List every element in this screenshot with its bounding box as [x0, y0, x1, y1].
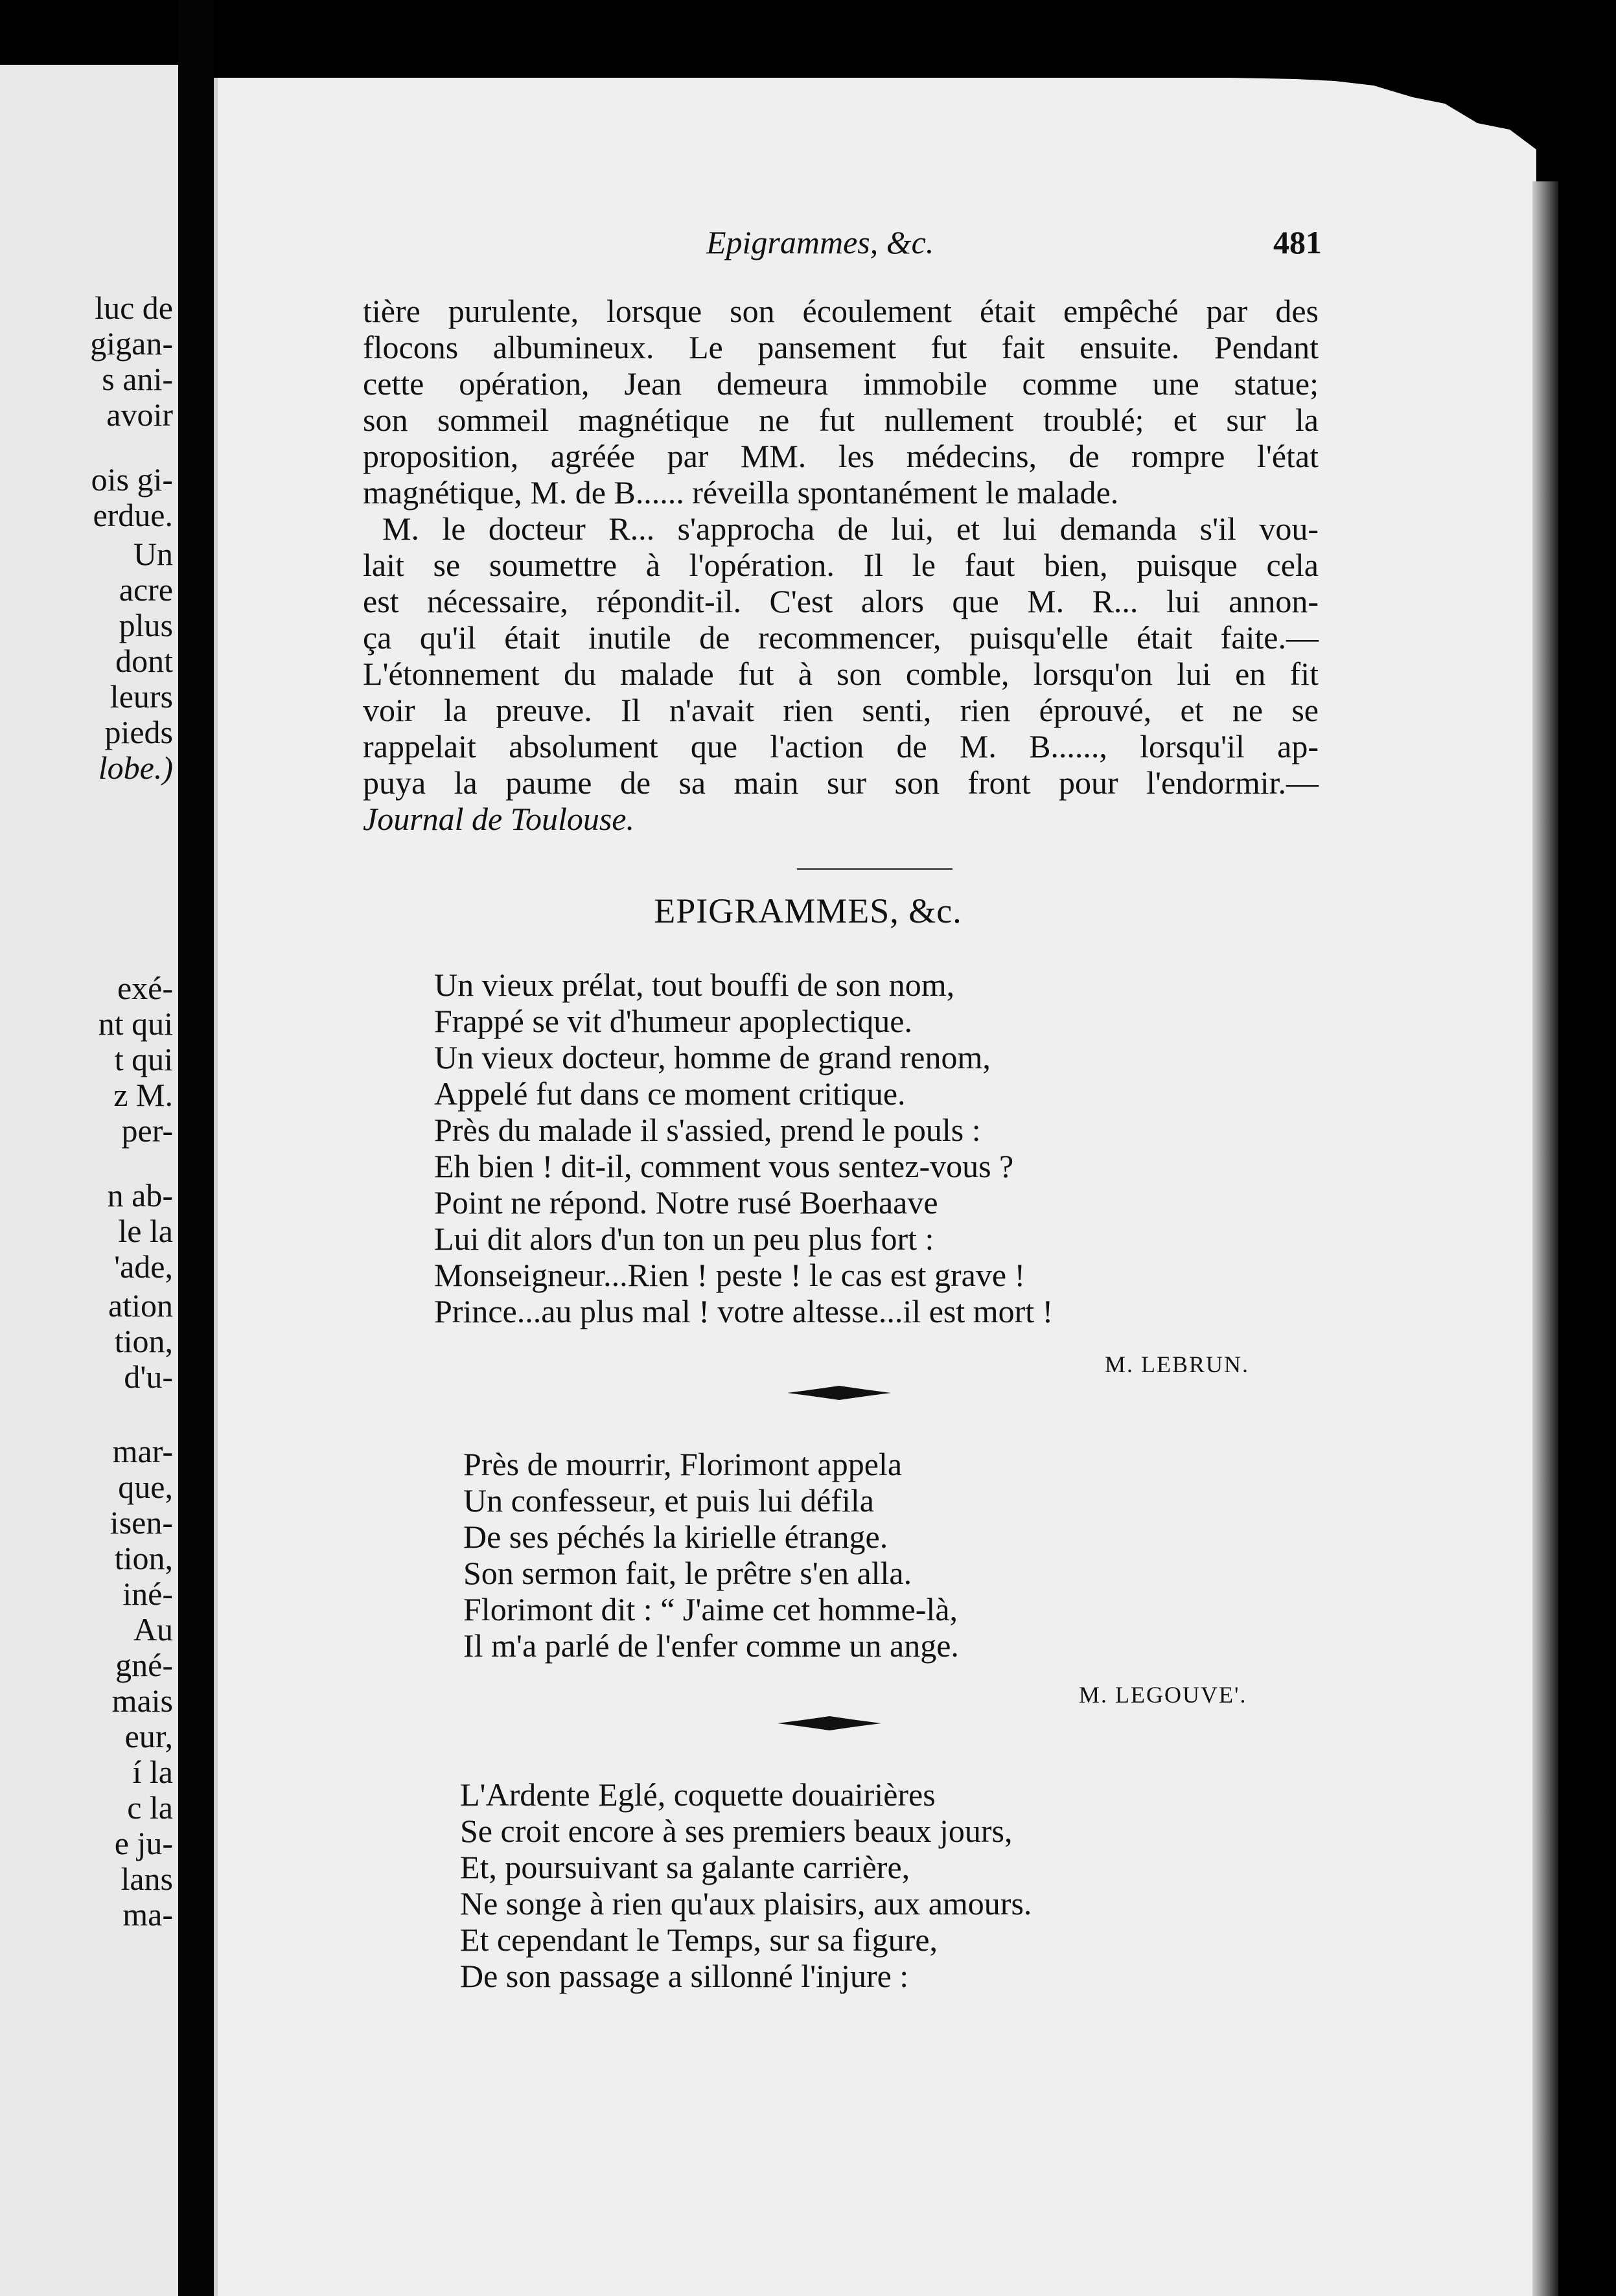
torn-corner-icon	[1231, 78, 1594, 181]
epigram-1-author: M. LEBRUN.	[1105, 1351, 1250, 1377]
left-page-text-fragment: c la	[127, 1789, 173, 1826]
left-page-text-fragment: ation	[108, 1287, 173, 1324]
verse-line: De ses péchés la kirielle étrange.	[463, 1519, 888, 1555]
verse-line: Prince...au plus mal ! votre altesse...il est mort !	[434, 1293, 1054, 1329]
ornament-divider-icon	[778, 1714, 881, 1733]
left-page-text-fragment: ois gi-	[91, 461, 173, 498]
verse-line: De son passage a sillonné l'injure :	[460, 1958, 909, 1994]
left-page-text-fragment: Au	[133, 1611, 173, 1647]
left-page-text-fragment: isen-	[110, 1504, 173, 1541]
book-gutter	[178, 0, 214, 2296]
prose-line: puya la paume de sa main sur son front pour l'endormir.—	[363, 764, 1319, 801]
epigram-2-author: M. LEGOUVE'.	[1079, 1682, 1247, 1708]
verse-line: Près de mourrir, Florimont appela	[463, 1446, 903, 1482]
prose-line: flocons albumineux. Le pansement fut fait ensuite. Pendant	[363, 329, 1319, 365]
prose-line: ça qu'il était inutile de recommencer, puisqu'elle était faite.—	[363, 619, 1319, 656]
verse-line: Eh bien ! dit-il, comment vous sentez-vous ?	[434, 1148, 1014, 1184]
left-page-fragment	[0, 65, 178, 2296]
verse-line: Un confesseur, et puis lui défila	[463, 1482, 874, 1519]
verse-line: Un vieux prélat, tout bouffi de son nom,	[434, 967, 955, 1003]
left-page-text-fragment: eur,	[124, 1718, 173, 1754]
left-page-text-fragment: luc de	[95, 290, 173, 326]
left-page-text-fragment: t qui	[114, 1041, 173, 1077]
verse-line: Se croit encore à ses premiers beaux jours,	[460, 1813, 1013, 1849]
left-page-text-fragment: ma-	[122, 1896, 173, 1933]
verse-line: Florimont dit : “ J'aime cet homme-là,	[463, 1591, 958, 1627]
left-page-text-fragment: gigan-	[90, 325, 173, 362]
ornament-divider-icon	[787, 1383, 891, 1403]
left-page-text-fragment: erdue.	[93, 497, 173, 533]
verse-line: Et, poursuivant sa galante carrière,	[460, 1849, 910, 1885]
left-page-text-fragment: mar-	[112, 1433, 173, 1469]
left-page-text-fragment: plus	[119, 607, 173, 643]
left-page-text-fragment: lobe.)	[98, 750, 173, 786]
left-page-text-fragment: s ani-	[102, 361, 173, 397]
section-title: EPIGRAMMES, &c.	[654, 891, 962, 930]
prose-line: cette opération, Jean demeura immobile comme une statue;	[363, 365, 1319, 402]
prose-line: lait se soumettre à l'opération. Il le faut bien, puisque cela	[363, 547, 1319, 583]
prose-source: Journal de Toulouse.	[363, 801, 634, 837]
left-page-text-fragment: mais	[111, 1682, 173, 1719]
verse-line: Appelé fut dans ce moment critique.	[434, 1075, 906, 1112]
left-page-text-fragment: dont	[115, 643, 173, 679]
left-page-text-fragment: e ju-	[114, 1825, 173, 1861]
left-page-text-fragment: n ab-	[107, 1177, 173, 1213]
left-page-text-fragment: acre	[119, 571, 173, 608]
left-page-text-fragment: d'u-	[124, 1359, 173, 1395]
left-page-text-fragment: que,	[118, 1469, 173, 1505]
page-edge	[1532, 181, 1558, 2296]
verse-line: Monseigneur...Rien ! peste ! le cas est grave !	[434, 1257, 1026, 1293]
prose-line: voir la preuve. Il n'avait rien senti, rien éprouvé, et ne se	[363, 692, 1319, 728]
prose-line: son sommeil magnétique ne fut nullement troublé; et sur la	[363, 402, 1319, 438]
left-page-text-fragment: tion,	[114, 1540, 173, 1576]
verse-line: Lui dit alors d'un ton un peu plus fort :	[434, 1221, 934, 1257]
prose-line: rappelait absolument que l'action de M. B......, lorsqu'il ap-	[363, 728, 1319, 764]
left-page-text-fragment: exé-	[117, 970, 173, 1006]
left-page-text-fragment: nt qui	[98, 1005, 173, 1042]
running-header: Epigrammes, &c.	[706, 224, 934, 260]
section-rule	[797, 868, 952, 870]
verse-line: L'Ardente Eglé, coquette douairières	[460, 1776, 936, 1813]
left-page-text-fragment: gné-	[115, 1647, 173, 1683]
verse-line: Point ne répond. Notre rusé Boerhaave	[434, 1184, 938, 1221]
prose-line: magnétique, M. de B...... réveilla spontanément le malade.	[363, 474, 1119, 511]
left-page-text-fragment: Un	[133, 536, 173, 572]
left-page-text-fragment: iné-	[122, 1576, 173, 1612]
verse-line: Ne songe à rien qu'aux plaisirs, aux amours.	[460, 1885, 1032, 1922]
prose-line: proposition, agréée par MM. les médecins, de rompre l'état	[363, 438, 1319, 474]
prose-line: M. le docteur R... s'approcha de lui, et lui demanda s'il vou-	[382, 511, 1319, 547]
left-page-text-fragment: le la	[118, 1213, 173, 1249]
verse-line: Et cependant le Temps, sur sa figure,	[460, 1922, 938, 1958]
left-page-text-fragment: pieds	[104, 714, 173, 750]
left-page-text-fragment: per-	[121, 1112, 173, 1149]
left-page-text-fragment: 'ade,	[114, 1248, 173, 1285]
verse-line: Son sermon fait, le prêtre s'en alla.	[463, 1555, 912, 1591]
left-page-text-fragment: í la	[132, 1754, 173, 1790]
left-page-text-fragment: lans	[121, 1861, 173, 1897]
prose-line: est nécessaire, répondit-il. C'est alors que M. R... lui annon-	[363, 583, 1319, 619]
page-number: 481	[1273, 224, 1322, 260]
verse-line: Il m'a parlé de l'enfer comme un ange.	[463, 1627, 959, 1664]
left-page-text-fragment: avoir	[106, 396, 173, 433]
left-page-text-fragment: leurs	[110, 678, 173, 715]
left-page-text-fragment: tion,	[114, 1323, 173, 1359]
verse-line: Près du malade il s'assied, prend le pouls :	[434, 1112, 981, 1148]
prose-line: tière purulente, lorsque son écoulement était empêché par des	[363, 293, 1319, 329]
verse-line: Frappé se vit d'humeur apoplectique.	[434, 1003, 912, 1039]
left-page-text-fragment: z M.	[113, 1077, 173, 1113]
prose-line: L'étonnement du malade fut à son comble, lorsqu'on lui en fit	[363, 656, 1319, 692]
verse-line: Un vieux docteur, homme de grand renom,	[434, 1039, 991, 1075]
